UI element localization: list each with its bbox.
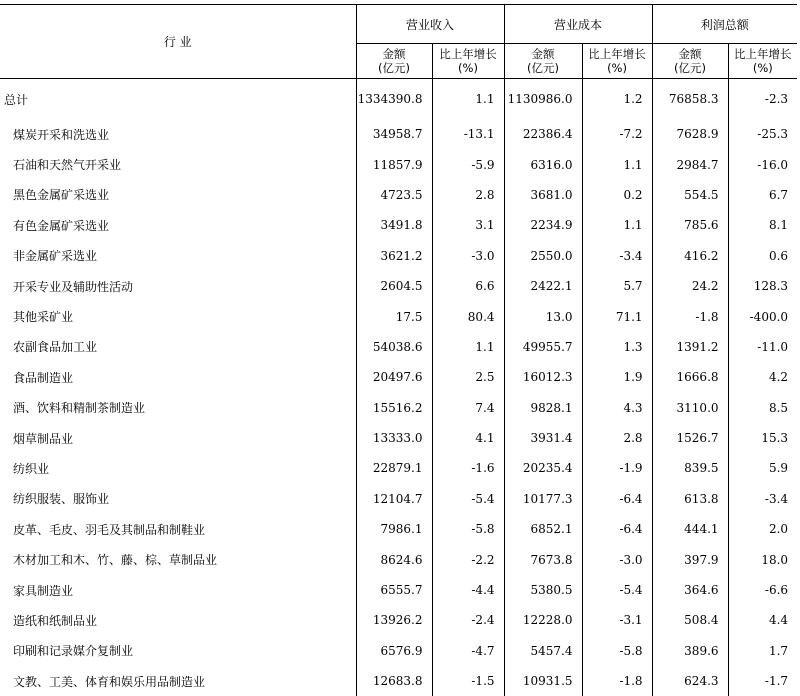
revenue-amount-cell: 12104.7 [356, 484, 432, 514]
table-row [0, 666, 797, 696]
table-row [0, 605, 797, 635]
profit-amount-cell: 508.4 [652, 605, 728, 635]
revenue-growth-cell: 2.8 [432, 180, 504, 210]
revenue-amount-cell: 6576.9 [356, 636, 432, 666]
industry-name-cell: 文教、工美、体育和娱乐用品制造业 [0, 666, 356, 696]
profit-growth-cell: 0.6 [728, 241, 797, 271]
profit-growth-cell: -3.4 [728, 484, 797, 514]
revenue-amount-cell: 3621.2 [356, 241, 432, 271]
revenue-amount-cell: 11857.9 [356, 149, 432, 179]
revenue-growth-cell: 3.1 [432, 210, 504, 240]
table-row [0, 210, 797, 240]
industry-name-cell: 家具制造业 [0, 575, 356, 605]
profit-amount-cell: 1666.8 [652, 362, 728, 392]
industry-name-cell: 总计 [0, 79, 356, 120]
cost-growth-header: 比上年增长 (%) [582, 44, 652, 79]
industry-name-cell: 黑色金属矿采选业 [0, 180, 356, 210]
profit-growth-cell: -2.3 [728, 79, 797, 120]
revenue-growth-cell: -4.4 [432, 575, 504, 605]
cost-growth-cell: -6.4 [582, 484, 652, 514]
table-row [0, 484, 797, 514]
revenue-growth-cell: -2.2 [432, 544, 504, 574]
profit-amount-cell: 416.2 [652, 241, 728, 271]
table-row [0, 423, 797, 453]
industry-name-cell: 农副食品加工业 [0, 332, 356, 362]
profit-growth-cell: 8.5 [728, 393, 797, 423]
profit-amount-cell: 839.5 [652, 453, 728, 483]
cost-growth-cell: -1.8 [582, 666, 652, 696]
cost-amount-cell: 9828.1 [504, 393, 582, 423]
cost-amount-header: 金额 (亿元) [504, 44, 582, 79]
profit-growth-cell: 5.9 [728, 453, 797, 483]
revenue-growth-cell: -2.4 [432, 605, 504, 635]
cost-growth-cell: 71.1 [582, 301, 652, 331]
revenue-amount-cell: 1334390.8 [356, 79, 432, 120]
revenue-amount-cell: 15516.2 [356, 393, 432, 423]
industry-name-cell: 造纸和纸制品业 [0, 605, 356, 635]
table-body [0, 79, 797, 696]
table-row [0, 180, 797, 210]
industry-name-cell: 纺织服装、服饰业 [0, 484, 356, 514]
cost-growth-cell: -7.2 [582, 119, 652, 149]
cost-growth-cell: 1.2 [582, 79, 652, 120]
profit-growth-cell: -400.0 [728, 301, 797, 331]
industry-name-cell: 开采专业及辅助性活动 [0, 271, 356, 301]
industry-name-cell: 石油和天然气开采业 [0, 149, 356, 179]
cost-amount-cell: 16012.3 [504, 362, 582, 392]
cost-amount-cell: 3681.0 [504, 180, 582, 210]
cost-growth-cell: -5.4 [582, 575, 652, 605]
revenue-amount-cell: 20497.6 [356, 362, 432, 392]
revenue-growth-cell: 7.4 [432, 393, 504, 423]
revenue-amount-cell: 7986.1 [356, 514, 432, 544]
table-row [0, 636, 797, 666]
industry-name-cell: 烟草制品业 [0, 423, 356, 453]
cost-amount-cell: 12228.0 [504, 605, 582, 635]
cost-amount-cell: 6316.0 [504, 149, 582, 179]
revenue-amount-header: 金额 (亿元) [356, 44, 432, 79]
profit-amount-header: 金额 (亿元) [652, 44, 728, 79]
cost-amount-cell: 5457.4 [504, 636, 582, 666]
industry-header-label: 行 业 [164, 35, 192, 49]
revenue-growth-cell: -3.0 [432, 241, 504, 271]
table-row [0, 271, 797, 301]
cost-amount-cell: 2422.1 [504, 271, 582, 301]
cost-amount-cell: 2234.9 [504, 210, 582, 240]
revenue-growth-cell: 80.4 [432, 301, 504, 331]
revenue-amount-cell: 22879.1 [356, 453, 432, 483]
revenue-growth-cell: 6.6 [432, 271, 504, 301]
profit-amount-cell: 24.2 [652, 271, 728, 301]
cost-amount-cell: 49955.7 [504, 332, 582, 362]
cost-amount-cell: 10931.5 [504, 666, 582, 696]
profit-growth-cell: 6.7 [728, 180, 797, 210]
revenue-growth-cell: -1.5 [432, 666, 504, 696]
table-row [0, 575, 797, 605]
table-row [0, 453, 797, 483]
profit-growth-cell: 4.4 [728, 605, 797, 635]
profit-amount-cell: 1391.2 [652, 332, 728, 362]
revenue-growth-cell: 4.1 [432, 423, 504, 453]
profit-growth-cell: 128.3 [728, 271, 797, 301]
profit-growth-cell: -16.0 [728, 149, 797, 179]
cost-amount-cell: 7673.8 [504, 544, 582, 574]
profit-growth-cell: 1.7 [728, 636, 797, 666]
cost-growth-cell: -3.4 [582, 241, 652, 271]
industry-name-cell: 纺织业 [0, 453, 356, 483]
table-row [0, 301, 797, 331]
revenue-amount-cell: 34958.7 [356, 119, 432, 149]
industry-name-cell: 其他采矿业 [0, 301, 356, 331]
industry-header [0, 5, 356, 79]
industry-name-cell: 食品制造业 [0, 362, 356, 392]
cost-growth-cell: 4.3 [582, 393, 652, 423]
revenue-header: 营业收入 [356, 5, 504, 44]
industry-name-cell: 非金属矿采选业 [0, 241, 356, 271]
profit-growth-cell: -6.6 [728, 575, 797, 605]
cost-amount-cell: 3931.4 [504, 423, 582, 453]
profit-growth-cell: -11.0 [728, 332, 797, 362]
industry-name-cell: 木材加工和木、竹、藤、棕、草制品业 [0, 544, 356, 574]
profit-amount-cell: 389.6 [652, 636, 728, 666]
cost-growth-cell: 2.8 [582, 423, 652, 453]
revenue-amount-cell: 4723.5 [356, 180, 432, 210]
profit-growth-cell: 8.1 [728, 210, 797, 240]
revenue-growth-header: 比上年增长 (%) [432, 44, 504, 79]
table-row [0, 544, 797, 574]
cost-amount-cell: 10177.3 [504, 484, 582, 514]
revenue-amount-cell: 3491.8 [356, 210, 432, 240]
profit-growth-cell: -1.7 [728, 666, 797, 696]
cost-amount-cell: 1130986.0 [504, 79, 582, 120]
revenue-amount-cell: 12683.8 [356, 666, 432, 696]
cost-amount-cell: 6852.1 [504, 514, 582, 544]
cost-growth-cell: 5.7 [582, 271, 652, 301]
revenue-growth-cell: -4.7 [432, 636, 504, 666]
profit-growth-cell: -25.3 [728, 119, 797, 149]
profit-amount-cell: 1526.7 [652, 423, 728, 453]
revenue-growth-cell: 1.1 [432, 79, 504, 120]
revenue-growth-cell: -5.9 [432, 149, 504, 179]
table-row [0, 514, 797, 544]
profit-amount-cell: -1.8 [652, 301, 728, 331]
profit-amount-cell: 2984.7 [652, 149, 728, 179]
profit-growth-cell: 15.3 [728, 423, 797, 453]
table-row [0, 79, 797, 120]
industry-statistics-table [0, 4, 797, 696]
industry-name-cell: 酒、饮料和精制茶制造业 [0, 393, 356, 423]
revenue-amount-cell: 8624.6 [356, 544, 432, 574]
profit-header: 利润总额 [652, 5, 797, 44]
revenue-growth-cell: 2.5 [432, 362, 504, 392]
cost-growth-cell: -5.8 [582, 636, 652, 666]
revenue-growth-cell: 1.1 [432, 332, 504, 362]
cost-growth-cell: -3.1 [582, 605, 652, 635]
profit-amount-cell: 554.5 [652, 180, 728, 210]
table-row [0, 241, 797, 271]
table-row [0, 362, 797, 392]
cost-growth-cell: -6.4 [582, 514, 652, 544]
revenue-amount-cell: 13333.0 [356, 423, 432, 453]
cost-header: 营业成本 [504, 5, 652, 44]
revenue-amount-cell: 6555.7 [356, 575, 432, 605]
revenue-growth-cell: -5.4 [432, 484, 504, 514]
profit-amount-cell: 76858.3 [652, 79, 728, 120]
profit-amount-cell: 397.9 [652, 544, 728, 574]
profit-amount-cell: 624.3 [652, 666, 728, 696]
revenue-growth-cell: -1.6 [432, 453, 504, 483]
industry-name-cell: 印刷和记录媒介复制业 [0, 636, 356, 666]
revenue-growth-cell: -5.8 [432, 514, 504, 544]
table-row [0, 149, 797, 179]
cost-amount-cell: 2550.0 [504, 241, 582, 271]
profit-growth-cell: 2.0 [728, 514, 797, 544]
revenue-growth-cell: -13.1 [432, 119, 504, 149]
profit-growth-cell: 4.2 [728, 362, 797, 392]
profit-amount-cell: 444.1 [652, 514, 728, 544]
revenue-amount-cell: 54038.6 [356, 332, 432, 362]
cost-amount-cell: 5380.5 [504, 575, 582, 605]
table-row [0, 332, 797, 362]
cost-growth-cell: -3.0 [582, 544, 652, 574]
revenue-amount-cell: 13926.2 [356, 605, 432, 635]
table-row [0, 119, 797, 149]
profit-amount-cell: 7628.9 [652, 119, 728, 149]
cost-growth-cell: 0.2 [582, 180, 652, 210]
revenue-amount-cell: 17.5 [356, 301, 432, 331]
profit-growth-header: 比上年增长 (%) [728, 44, 797, 79]
cost-growth-cell: 1.1 [582, 149, 652, 179]
cost-growth-cell: 1.1 [582, 210, 652, 240]
cost-amount-cell: 22386.4 [504, 119, 582, 149]
cost-growth-cell: 1.9 [582, 362, 652, 392]
profit-amount-cell: 364.6 [652, 575, 728, 605]
cost-amount-cell: 13.0 [504, 301, 582, 331]
industry-name-cell: 煤炭开采和洗选业 [0, 119, 356, 149]
profit-amount-cell: 3110.0 [652, 393, 728, 423]
profit-amount-cell: 613.8 [652, 484, 728, 514]
revenue-amount-cell: 2604.5 [356, 271, 432, 301]
table-row [0, 393, 797, 423]
profit-growth-cell: 18.0 [728, 544, 797, 574]
profit-amount-cell: 785.6 [652, 210, 728, 240]
cost-growth-cell: 1.3 [582, 332, 652, 362]
cost-amount-cell: 20235.4 [504, 453, 582, 483]
industry-name-cell: 有色金属矿采选业 [0, 210, 356, 240]
industry-name-cell: 皮革、毛皮、羽毛及其制品和制鞋业 [0, 514, 356, 544]
cost-growth-cell: -1.9 [582, 453, 652, 483]
